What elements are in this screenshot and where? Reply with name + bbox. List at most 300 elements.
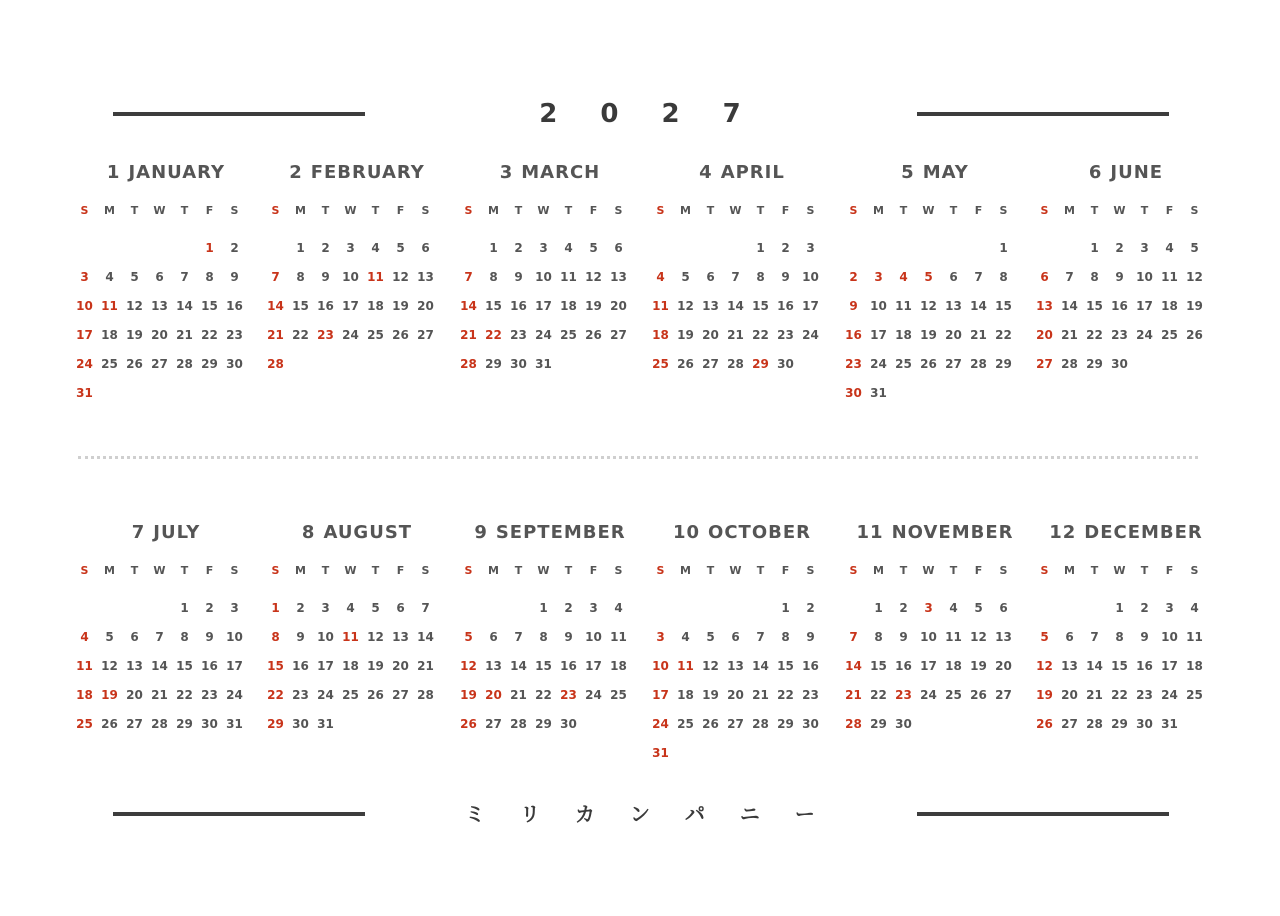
day-cell: 6	[1040, 270, 1049, 284]
day-cell: 26	[920, 357, 937, 371]
day-grid	[1032, 201, 1216, 379]
day-cell: 5	[1040, 630, 1049, 644]
day-cell: 21	[151, 688, 168, 702]
day-cell: 7	[756, 630, 765, 644]
day-cell: 22	[535, 688, 552, 702]
weekday-header: F	[205, 564, 214, 577]
month-title	[845, 161, 1025, 185]
day-cell: 17	[802, 299, 819, 313]
empty-cell	[481, 594, 506, 623]
weekday-header: T	[371, 564, 380, 577]
day-cell: 25	[1186, 688, 1203, 702]
day-cell: 4	[681, 630, 690, 644]
day-cell: 11	[76, 659, 93, 673]
day-cell: 15	[267, 659, 284, 673]
day-cell: 7	[180, 270, 189, 284]
month-august	[267, 521, 447, 739]
day-cell: 20	[392, 659, 409, 673]
month-number: 7	[131, 522, 146, 543]
day-cell: 28	[752, 717, 769, 731]
day-cell: 17	[920, 659, 937, 673]
day-cell: 19	[920, 328, 937, 342]
day-cell: 3	[539, 241, 548, 255]
weekday-header: T	[949, 204, 958, 217]
month-name: DECEMBER	[1084, 522, 1203, 543]
day-cell: 19	[126, 328, 143, 342]
day-cell: 29	[485, 357, 502, 371]
dotted-divider	[78, 456, 1198, 459]
day-cell: 8	[205, 270, 214, 284]
weekday-header: T	[130, 204, 139, 217]
weekday-header: T	[949, 564, 958, 577]
month-title	[76, 161, 256, 185]
empty-cell	[172, 234, 197, 263]
day-cell: 30	[1136, 717, 1153, 731]
day-cell: 11	[652, 299, 669, 313]
day-grid	[456, 561, 640, 739]
day-cell: 13	[151, 299, 168, 313]
day-cell: 18	[895, 328, 912, 342]
day-cell: 21	[176, 328, 193, 342]
day-cell: 27	[417, 328, 434, 342]
day-cell: 2	[781, 241, 790, 255]
weekday-header: T	[180, 564, 189, 577]
month-june	[1036, 161, 1216, 379]
day-grid	[841, 561, 1025, 739]
day-cell: 15	[201, 299, 218, 313]
weekday-header: T	[756, 564, 765, 577]
day-cell: 29	[1086, 357, 1103, 371]
weekday-header: S	[656, 204, 665, 217]
day-cell: 6	[614, 241, 623, 255]
day-cell: 21	[510, 688, 527, 702]
month-number: 12	[1049, 522, 1077, 543]
month-number: 1	[106, 162, 121, 183]
day-cell: 28	[417, 688, 434, 702]
day-cell: 1	[756, 241, 765, 255]
day-cell: 15	[752, 299, 769, 313]
day-cell: 5	[1190, 241, 1199, 255]
day-cell: 26	[677, 357, 694, 371]
month-title	[267, 161, 447, 185]
weekday-header: M	[104, 564, 115, 577]
day-cell: 27	[126, 717, 143, 731]
day-cell: 10	[535, 270, 552, 284]
weekday-header: F	[1165, 204, 1174, 217]
title-row	[0, 96, 1280, 132]
month-name: AUGUST	[323, 522, 413, 543]
day-cell: 26	[392, 328, 409, 342]
day-cell: 30	[845, 386, 862, 400]
weekday-header: S	[271, 564, 280, 577]
month-name: JUNE	[1110, 162, 1164, 183]
day-cell: 10	[920, 630, 937, 644]
empty-cell	[673, 234, 698, 263]
day-cell: 10	[342, 270, 359, 284]
day-cell: 2	[1115, 241, 1124, 255]
day-cell: 27	[1061, 717, 1078, 731]
day-cell: 17	[226, 659, 243, 673]
day-cell: 4	[1165, 241, 1174, 255]
day-cell: 2	[1140, 601, 1149, 615]
day-cell: 23	[1111, 328, 1128, 342]
month-april	[652, 161, 832, 379]
day-cell: 11	[677, 659, 694, 673]
day-cell: 20	[995, 659, 1012, 673]
day-cell: 16	[895, 659, 912, 673]
day-cell: 16	[1136, 659, 1153, 673]
day-cell: 11	[1186, 630, 1203, 644]
day-cell: 16	[226, 299, 243, 313]
weekday-header: T	[706, 204, 715, 217]
day-cell: 17	[342, 299, 359, 313]
empty-cell	[72, 234, 97, 263]
day-cell: 5	[105, 630, 114, 644]
day-cell: 13	[392, 630, 409, 644]
month-title	[652, 161, 832, 185]
empty-cell	[97, 234, 122, 263]
day-cell: 26	[367, 688, 384, 702]
day-cell: 3	[1140, 241, 1149, 255]
day-cell: 19	[970, 659, 987, 673]
day-cell: 20	[610, 299, 627, 313]
month-name: FEBRUARY	[310, 162, 425, 183]
day-cell: 18	[1186, 659, 1203, 673]
day-cell: 7	[1065, 270, 1074, 284]
day-cell: 13	[417, 270, 434, 284]
day-cell: 21	[727, 328, 744, 342]
day-cell: 15	[485, 299, 502, 313]
day-cell: 15	[535, 659, 552, 673]
day-cell: 6	[706, 270, 715, 284]
day-cell: 10	[585, 630, 602, 644]
day-cell: 23	[510, 328, 527, 342]
day-cell: 24	[226, 688, 243, 702]
day-cell: 12	[392, 270, 409, 284]
day-cell: 11	[367, 270, 384, 284]
month-number: 4	[699, 162, 713, 183]
weekday-header: F	[205, 204, 214, 217]
day-cell: 17	[1136, 299, 1153, 313]
day-cell: 2	[806, 601, 815, 615]
day-cell: 25	[945, 688, 962, 702]
day-cell: 27	[392, 688, 409, 702]
empty-cell	[916, 234, 941, 263]
day-cell: 1	[296, 241, 305, 255]
day-cell: 24	[535, 328, 552, 342]
day-cell: 1	[781, 601, 790, 615]
month-number: 11	[856, 522, 884, 543]
day-cell: 19	[460, 688, 477, 702]
day-cell: 29	[201, 357, 218, 371]
day-cell: 22	[995, 328, 1012, 342]
day-grid	[456, 201, 640, 379]
day-cell: 2	[296, 601, 305, 615]
day-cell: 12	[101, 659, 118, 673]
weekday-header: M	[680, 564, 691, 577]
day-cell: 1	[271, 601, 280, 615]
day-cell: 30	[1111, 357, 1128, 371]
day-cell: 2	[899, 601, 908, 615]
day-cell: 11	[610, 630, 627, 644]
month-number: 9	[474, 522, 488, 543]
weekday-header: F	[589, 204, 598, 217]
day-cell: 14	[752, 659, 769, 673]
weekday-header: W	[344, 564, 357, 577]
day-cell: 14	[727, 299, 744, 313]
day-cell: 18	[342, 659, 359, 673]
weekday-header: T	[514, 564, 523, 577]
weekday-header: S	[999, 564, 1008, 577]
weekday-header: M	[1064, 564, 1075, 577]
day-cell: 19	[677, 328, 694, 342]
day-cell: 18	[677, 688, 694, 702]
day-cell: 8	[539, 630, 548, 644]
empty-cell	[723, 234, 748, 263]
day-cell: 7	[1090, 630, 1099, 644]
month-title	[267, 521, 447, 545]
day-cell: 24	[317, 688, 334, 702]
weekday-header: T	[180, 204, 189, 217]
year-title: 2 0 2 7	[539, 99, 758, 129]
weekday-header: F	[781, 564, 790, 577]
day-cell: 8	[1115, 630, 1124, 644]
day-cell: 4	[346, 601, 355, 615]
weekday-header: T	[1090, 564, 1099, 577]
weekday-header: F	[589, 564, 598, 577]
day-cell: 30	[201, 717, 218, 731]
day-cell: 31	[317, 717, 334, 731]
day-cell: 28	[845, 717, 862, 731]
day-cell: 4	[949, 601, 958, 615]
empty-cell	[1082, 594, 1107, 623]
day-cell: 1	[1090, 241, 1099, 255]
empty-cell	[147, 234, 172, 263]
day-cell: 30	[802, 717, 819, 731]
day-cell: 13	[1036, 299, 1053, 313]
day-cell: 7	[849, 630, 858, 644]
day-cell: 14	[151, 659, 168, 673]
day-cell: 1	[1115, 601, 1124, 615]
month-november	[845, 521, 1025, 739]
day-cell: 17	[317, 659, 334, 673]
day-cell: 21	[752, 688, 769, 702]
day-cell: 17	[535, 299, 552, 313]
day-cell: 29	[1111, 717, 1128, 731]
day-cell: 22	[752, 328, 769, 342]
day-cell: 15	[777, 659, 794, 673]
day-cell: 30	[292, 717, 309, 731]
empty-cell	[1032, 234, 1057, 263]
day-cell: 9	[205, 630, 214, 644]
month-title	[1036, 161, 1216, 185]
day-cell: 30	[560, 717, 577, 731]
day-cell: 13	[610, 270, 627, 284]
day-cell: 13	[945, 299, 962, 313]
weekday-header: F	[396, 564, 405, 577]
day-cell: 10	[652, 659, 669, 673]
day-cell: 3	[346, 241, 355, 255]
day-cell: 20	[945, 328, 962, 342]
day-cell: 28	[176, 357, 193, 371]
month-title	[1036, 521, 1216, 545]
day-cell: 14	[845, 659, 862, 673]
weekday-header: T	[1090, 204, 1099, 217]
day-cell: 17	[1161, 659, 1178, 673]
weekday-header: W	[1113, 204, 1126, 217]
weekday-header: W	[153, 564, 166, 577]
day-cell: 9	[1115, 270, 1124, 284]
empty-cell	[748, 594, 773, 623]
day-cell: 16	[845, 328, 862, 342]
day-cell: 2	[514, 241, 523, 255]
weekday-header: M	[104, 204, 115, 217]
day-cell: 7	[271, 270, 280, 284]
day-cell: 4	[614, 601, 623, 615]
day-cell: 15	[870, 659, 887, 673]
day-cell: 4	[564, 241, 573, 255]
day-cell: 16	[510, 299, 527, 313]
day-cell: 10	[1161, 630, 1178, 644]
day-cell: 10	[226, 630, 243, 644]
day-cell: 22	[870, 688, 887, 702]
day-cell: 1	[180, 601, 189, 615]
day-cell: 15	[995, 299, 1012, 313]
empty-cell	[72, 594, 97, 623]
day-cell: 19	[367, 659, 384, 673]
day-cell: 3	[589, 601, 598, 615]
day-cell: 5	[130, 270, 139, 284]
weekday-header: T	[899, 564, 908, 577]
day-cell: 30	[510, 357, 527, 371]
day-cell: 4	[371, 241, 380, 255]
day-cell: 20	[727, 688, 744, 702]
day-cell: 19	[392, 299, 409, 313]
day-grid	[72, 201, 256, 408]
day-cell: 20	[1036, 328, 1053, 342]
weekday-header: W	[729, 564, 742, 577]
day-cell: 15	[176, 659, 193, 673]
day-cell: 7	[464, 270, 473, 284]
day-cell: 12	[702, 659, 719, 673]
day-cell: 6	[1065, 630, 1074, 644]
day-cell: 3	[656, 630, 665, 644]
day-cell: 14	[510, 659, 527, 673]
day-cell: 5	[464, 630, 473, 644]
day-cell: 8	[1090, 270, 1099, 284]
day-cell: 8	[781, 630, 790, 644]
day-cell: 10	[317, 630, 334, 644]
day-cell: 6	[130, 630, 139, 644]
day-cell: 16	[560, 659, 577, 673]
day-cell: 19	[1186, 299, 1203, 313]
day-cell: 26	[101, 717, 118, 731]
empty-cell	[1032, 594, 1057, 623]
day-cell: 16	[292, 659, 309, 673]
month-title	[460, 521, 640, 545]
day-cell: 14	[1061, 299, 1078, 313]
day-cell: 24	[652, 717, 669, 731]
day-cell: 24	[870, 357, 887, 371]
day-cell: 8	[271, 630, 280, 644]
day-cell: 22	[267, 688, 284, 702]
day-cell: 26	[585, 328, 602, 342]
day-cell: 28	[1086, 717, 1103, 731]
weekday-header: W	[537, 204, 550, 217]
month-name: JULY	[153, 522, 201, 543]
month-number: 3	[499, 162, 514, 183]
day-cell: 23	[895, 688, 912, 702]
day-cell: 25	[677, 717, 694, 731]
day-cell: 25	[1161, 328, 1178, 342]
empty-cell	[941, 234, 966, 263]
day-grid	[648, 201, 832, 379]
day-cell: 23	[777, 328, 794, 342]
month-title	[460, 161, 640, 185]
weekday-header: W	[922, 564, 935, 577]
day-cell: 6	[949, 270, 958, 284]
day-grid	[1032, 561, 1216, 739]
day-cell: 22	[777, 688, 794, 702]
day-cell: 26	[126, 357, 143, 371]
day-cell: 2	[849, 270, 858, 284]
day-cell: 2	[230, 241, 239, 255]
weekday-header: F	[396, 204, 405, 217]
empty-cell	[506, 594, 531, 623]
day-cell: 6	[155, 270, 164, 284]
day-cell: 18	[76, 688, 93, 702]
day-cell: 16	[777, 299, 794, 313]
day-cell: 3	[230, 601, 239, 615]
day-cell: 23	[226, 328, 243, 342]
month-march	[460, 161, 640, 379]
weekday-header: W	[153, 204, 166, 217]
footer-row	[0, 796, 1280, 832]
day-cell: 28	[1061, 357, 1078, 371]
day-cell: 3	[80, 270, 89, 284]
day-cell: 22	[1086, 328, 1103, 342]
day-cell: 25	[560, 328, 577, 342]
empty-cell	[456, 594, 481, 623]
day-cell: 8	[489, 270, 498, 284]
day-cell: 27	[727, 717, 744, 731]
weekday-header: M	[873, 204, 884, 217]
day-cell: 27	[702, 357, 719, 371]
day-cell: 15	[292, 299, 309, 313]
day-cell: 12	[677, 299, 694, 313]
day-cell: 14	[267, 299, 284, 313]
day-cell: 27	[945, 357, 962, 371]
day-grid	[841, 201, 1025, 408]
weekday-header: W	[922, 204, 935, 217]
empty-cell	[866, 234, 891, 263]
day-cell: 11	[560, 270, 577, 284]
day-cell: 16	[201, 659, 218, 673]
day-cell: 9	[899, 630, 908, 644]
day-cell: 1	[205, 241, 214, 255]
month-name: SEPTEMBER	[495, 522, 626, 543]
day-cell: 22	[176, 688, 193, 702]
day-cell: 6	[421, 241, 430, 255]
day-cell: 23	[1136, 688, 1153, 702]
day-cell: 18	[101, 328, 118, 342]
empty-cell	[673, 594, 698, 623]
empty-cell	[122, 234, 147, 263]
day-cell: 4	[899, 270, 908, 284]
day-cell: 20	[417, 299, 434, 313]
day-cell: 10	[870, 299, 887, 313]
month-title	[652, 521, 832, 545]
